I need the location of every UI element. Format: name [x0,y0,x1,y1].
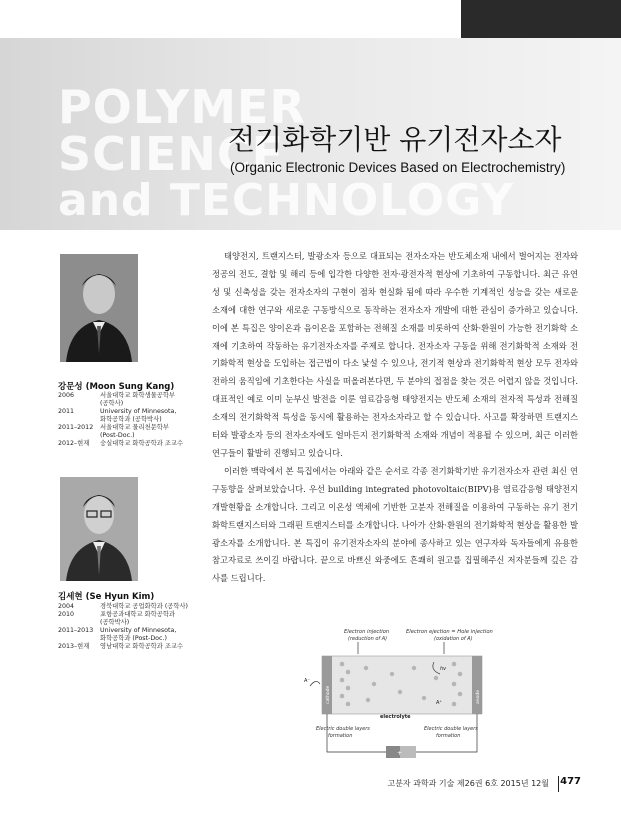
portrait-icon [60,477,138,581]
author-photo-kim [60,477,138,581]
author-bio-kang [58,392,218,448]
page-number: 477 [560,776,581,787]
footer-divider [558,776,559,792]
article-title-en: (Organic Electronic Devices Based on Electrochemistry) [230,160,566,175]
label-bottom-right-2: formation [436,733,461,739]
bio-row: 2011–2012 서울대학교 물리천문학부 (Post-Doc.) [58,424,169,439]
label-electrolyte: electrolyte [380,714,411,720]
label-left-top: Electron injection [344,629,390,635]
device-diagram [296,624,516,764]
label-right-sub: (oxidation of A) [434,636,473,642]
article-title-ko: 전기화학기반 유기전자소자 [228,123,562,156]
label-cathode: cathode [326,685,331,704]
bio-row: 2004 경북대학교 공업화학과 (공학사) [58,603,188,610]
banner-text-line-1: POLYMER [58,80,306,134]
label-right-top: Electron ejection = Hole injection [406,629,493,635]
banner-text-line-3: and TECHNOLOGY [58,175,515,226]
label-left-sub: (reduction of A) [348,636,388,642]
label-bottom-right: Electric double layers [424,726,478,732]
label-anode: anode [476,690,481,704]
bio-row: 2010 포항공과대학교 화학공학과 (공학박사) [58,611,175,626]
page-footer [0,776,621,796]
label-bottom-left: Electric double layers [316,726,370,732]
author-photo-kang [60,254,138,362]
banner-text-line-2: SCIENCE [58,127,285,181]
bio-row: 2013–현재 영남대학교 화학공학과 조교수 [58,643,184,650]
label-a-plus: A⁺ [436,700,443,706]
body-paragraph-1: 태양전지, 트랜지스터, 발광소자 등으로 대표되는 전자소자는 반도체소재 내에서 벌어지는 전자와 정공의 전도, 결합 및 해리 등에 입각한 다양한 전자·광전자적 현상에 기초하여 구동합니다. 최근 유연성 및 신축성을 갖는 전자소자의 구현이 점차 현실화 됨에 따라 우수한 기계적인 성능을 갖는 새로운 소재에 대한 연구와 새로운 구동방식으로 동작하는 전자소자 개발에 대한 관심이 증가하고 있습니다. 이에 본 특집은 양이온과 음이온을 포함하는 전해질 소재를 비롯하여 산화·환원이 가능한 전기화학 소재에 기초하여 작동하는 유기전자소자를 주제로 합니다. 전자소자 구동을 위해 전기화학적 소재와 전기화학적 현상을 도입하는 접근법이 다소 낯설 수 있으나, 전기적 현상과 전기화학적 현상 모두 전자와 전하의 움직임에 기초한다는 사실을 떠올려본다면, 두 분야의 접점을 찾는 것은 어렵지 않을 것입니다. 대표적인 예로 이미 눈부신 발전을 이룬 염료감응형 태양전지는 반도체 소재의 전자적 특성과 전해질 소재의 전기화학적 특성을 동시에 활용하는 전자소자라고 할 수 있습니다. 사고를 확장하면 트랜지스터와 발광소자 등의 전자소자에도 얼마든지 전기화학적 소재와 개념이 적용될 수 있으며, 최근 이러한 연구들이 활발히 진행되고 있습니다. [212,251,578,458]
author-name-kang: 강문성 (Moon Sung Kang) [58,382,175,392]
label-bottom-left-2: formation [328,733,353,739]
label-battery-plus: + [397,750,403,757]
bio-row: 2012–현재 숭실대학교 화학공학과 조교수 [58,440,184,447]
bio-row: 2011–2013 University of Minnesota, 화학공학과 (Post-Doc.) [58,627,177,642]
footer-journal-info: 고분자 과학과 기술 제26권 6호 2015년 12월 [387,779,549,788]
label-hv: hv [440,666,447,672]
bio-row: 2006 서울대학교 화학생물공학부 (공학사) [58,392,175,407]
bio-row: 2011 University of Minnesota, 화학공학과 (공학박사) [58,408,177,423]
electrochemical-cell-figure [296,624,516,764]
body-paragraph-2: 이러한 맥락에서 본 특집에서는 아래와 같은 순서로 각종 전기화학기반 유기전자소자 관련 최신 연구동향을 살펴보았습니다. 우선 building integrated photovoltaic(BIPV)용 염료감응형 태양전지 개발현황을 소개합니다. 그리고 이온성 액체에 기반한 고분자 전해질을 이용하여 구동하는 유기 전기화학트랜지스터와 그래핀 트랜지스터를 소개합니다. 나아가 산화·환원의 전기화학적 현상을 활용한 발광소자를 소개합니다. 본 특집이 유기전자소자의 분야에 종사하고 있는 연구자와 독자들에게 유용한 참고자료로 쓰이길 바랍니다. 끝으로 바쁘신 와중에도 흔쾌히 원고를 집필해주신 저자분들께 깊은 감사를 드립니다. [212,465,578,584]
article-body [212,248,578,588]
portrait-icon [60,254,138,362]
author-bio-kim [58,603,218,651]
label-a-minus: A⁻ [304,678,311,684]
author-name-kim: 김세현 (Se Hyun Kim) [58,592,155,602]
